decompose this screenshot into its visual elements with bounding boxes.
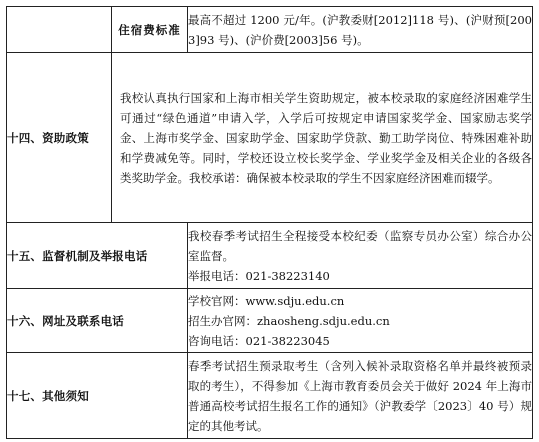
accommodation-fee-label: 住宿费标准 [112,7,188,53]
aid-policy-text: 我校认真执行国家和上海市相关学生资助规定，被本校录取的家庭经济困难学生可通过“绿色通道”申请入学，入学后可按规定申请国家奖学金、国家励志奖学金、上海市奖学金、国家助学金、国家助学贷款、勤工助学岗位、特殊困难补助和学费减免等。同时，学校还设立校长奖学金、学业奖学金及相关企业的各级各类奖助学金。我校承诺：确保被本校录取的学生不因家庭经济困难而辍学。 [112,53,533,223]
aid-policy-label: 十四、资助政策 [7,53,112,223]
consult-phone: 咨询电话：021-38223045 [188,333,330,348]
contact-cell [188,289,533,353]
row-supervision [7,223,533,289]
other-notes-text: 春季考试招生预录取考生（含列入候补录取资格名单并最终被预录取的考生），不得参加《上海市教育委员会关于做好 2024 年上海市普通高校考试招生报名工作的通知》（沪教委学〔2023〕40 号）规定的其他考试。 [188,353,533,439]
accommodation-fee-text: 最高不超过 1200 元/年。(沪教委财[2012]118 号)、(沪财预[2003]93 号)、(沪价费[2003]56 号)。 [188,7,533,53]
supervision-label: 十五、监督机制及举报电话 [7,223,188,289]
row-accommodation-fee [7,7,533,53]
admission-info-table [6,6,533,439]
section-label-empty [7,7,112,53]
contact-label: 十六、网址及联系电话 [7,289,188,353]
supervision-cell [188,223,533,289]
supervision-text: 我校春季考试招生全程接受本校纪委（监察专员办公室）综合办公室监督。 [188,228,532,263]
supervision-phone: 举报电话：021-38223140 [188,268,330,283]
other-notes-label: 十七、其他须知 [7,353,188,439]
row-contact [7,289,533,353]
admission-website: 招生办官网：zhaosheng.sdju.edu.cn [188,313,390,328]
row-other-notes [7,353,533,439]
school-website: 学校官网：www.sdju.edu.cn [188,293,345,308]
row-aid-policy [7,53,533,223]
